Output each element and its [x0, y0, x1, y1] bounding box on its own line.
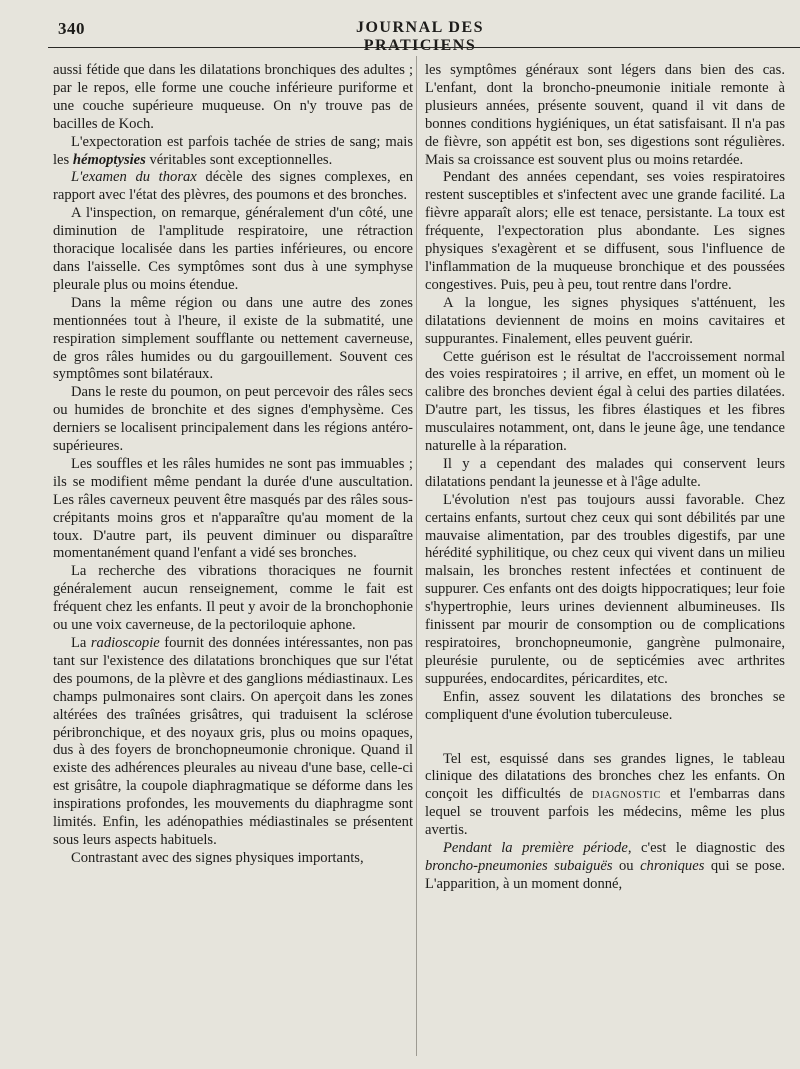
emphasis: chroniques: [640, 857, 705, 874]
text-run: qui se pose. L'apparition, à un moment donné,: [425, 857, 786, 892]
paragraph: [53, 169, 413, 205]
paragraph: A l'inspection, on remarque, généralement d'un côté, une diminution de l'amplitude respiratoire, une rétraction thoracique localisée dans les parties inférieures, ou encore dans l'aisselle. Ces symptômes sont dus à une symphyse pleurale plus ou moins étendue.: [53, 205, 413, 293]
paragraph: Il y a cependant des malades qui conservent leurs dilatations pendant la jeunesse et à l'âge adulte.: [425, 455, 785, 490]
paragraph: Pendant des années cependant, ses voies respiratoires restent susceptibles et s'infectent avec une grande facilité. La fièvre apparaît alors; elle est tenace, persistante. La toux est fréquente, l'expectoration plus abondante. Les signes physiques s'exagèrent et se diffusent, sous l'influence de l'inflammation de la muqueuse bronchique et des poussées congestives. Puis, peu à peu, tout rentre dans l'ordre.: [425, 169, 785, 293]
small-caps-term: diagnostic: [592, 786, 662, 803]
paragraph: Dans le reste du poumon, on peut percevoir des râles secs ou humides de bronchite et des signes d'emphysème. Ces derniers se localisent principalement dans les régions antéro-supérieures.: [53, 384, 413, 455]
paragraph: [425, 751, 785, 841]
column-divider: [416, 56, 417, 1056]
paragraph: [425, 840, 785, 894]
emphasis: hémoptysies: [72, 151, 146, 168]
text-run: , c'est le diagnostic des: [627, 840, 785, 857]
running-title: JOURNAL DES PRATICIENS: [355, 19, 485, 54]
text-run: La: [71, 635, 91, 651]
text-run: décèle des signes complexes, en rapport avec l'état des plèvres, des poumons et des bronches.: [53, 169, 413, 204]
right-column: [425, 62, 785, 894]
emphasis: radioscopie: [90, 635, 160, 651]
paragraph: les symptômes généraux sont légers dans bien des cas. L'enfant, dont la broncho-pneumonie initiale remonte à plusieurs années, présente souvent, quand il vit dans de bonnes conditions hygiéniques, un état satisfaisant. Il n'a pas de fièvre, son appétit est bon, ses digestions sont régulières. Mais sa croissance est souvent plus ou moins retardée.: [425, 62, 785, 168]
text-run: et l'embarras dans lequel se trouvent parfois les médecins, même les plus avertis.: [425, 786, 785, 839]
paragraph: Les souffles et les râles humides ne sont pas immuables ; ils se modifient même pendant la durée d'une auscultation. Les râles caverneux peuvent être masqués par des râles sous-crépitants moins gros et n'apparaître qu'au moment de la toux. D'autre part, ils peuvent diminuer ou disparaître momentanément quand l'enfant a vidé ses bronches.: [53, 455, 413, 562]
emphasis: Pendant la première période: [443, 840, 628, 857]
text-run: L'expectoration est parfois tachée de stries de sang; mais les: [53, 133, 413, 168]
paragraph: L'évolution n'est pas toujours aussi favorable. Chez certains enfants, surtout chez ceux qui sont débilités par une mauvaise alimentation, par des troubles digestifs, par une hérédité syphilitique, ou chez ceux qui vivent dans un milieu malsain, les bronches restent infectées et continuent de suppurer. Ces enfants ont des doigts hippocratiques; leur foie s'hypertrophie, leurs urines deviennent albumineuses. Ils finissent par mourir de consomption ou de complications respiratoires, bronchopneumonie, gangrène pulmonaire, pleurésie purulente, ou de septicémies avec arthrites suppurées, endocardites, péricardites, etc.: [425, 491, 785, 687]
paragraph: [53, 134, 413, 170]
paragraph: Cette guérison est le résultat de l'accroissement normal des voies respiratoires ; il arrive, en effet, un moment où le calibre des bronches devient égal à celui des parties dilatées. D'autre part, les tissus, les fibres élastiques et les fibres musculaires notamment, ont, dans le jeune âge, une tendance naturelle à la réparation.: [425, 348, 785, 455]
paragraph: La recherche des vibrations thoraciques ne fournit généralement aucun renseignement, comme le fait est fréquent chez les enfants. Il peut y avoir de la bronchophonie ou une voix caverneuse, de la pectoriloquie aphone.: [53, 563, 413, 634]
paragraph: aussi fétide que dans les dilatations bronchiques des adultes ; par le repos, elle forme une couche inférieure puriforme et une couche supérieure muqueuse. On n'y trouve pas de bacilles de Koch.: [53, 62, 413, 132]
paragraph: Dans la même région ou dans une autre des zones mentionnées tout à l'heure, il existe de la submatité, une respiration simplement soufflante ou nettement caverneuse, de gros râles humides ou du gargouillement. Souvent ces symptômes sont bilatéraux.: [53, 294, 413, 383]
text-run: ou: [612, 857, 641, 874]
paragraph: Contrastant avec des signes physiques importants,: [71, 849, 364, 866]
paragraph: [53, 635, 413, 850]
emphasis: L'examen du thorax: [71, 169, 197, 186]
header-rule: [48, 47, 800, 48]
page-number: 340: [58, 19, 85, 38]
page-header: [0, 0, 800, 56]
text-run: fournit des données intéressantes, non pas tant sur l'existence des dilatations bronchiques que sur l'état des poumons, de la plèvre et des ganglions médiastinaux. Les champs pulmonaires sont clairs. On aperçoit dans les zones altérées des traînées grisâtres, qui traduisent la sclérose péribronchique, et des noyaux gris, plus ou moins opaques, dus à des foyers de bronchopneumonie chronique. Quand il existe des adhérences pleurales au niveau d'une base, celle-ci est grisâtre, la coupole diaphragmatique se déforme dans les inspirations profondes, les mouvements du diaphragme sont limités. Enfin, les adénopathies médiastinales se présentent sous leurs aspects habituels.: [53, 635, 413, 848]
left-column: [53, 62, 413, 868]
text-run: Tel est, esquissé dans ses grandes lignes, le tableau clinique des dilatations des bronches chez les enfants. On conçoit les difficultés de: [425, 750, 785, 803]
paragraph: Enfin, assez souvent les dilatations des bronches se compliquent d'une évolution tuberculeuse.: [425, 688, 785, 723]
paragraph: A la longue, les signes physiques s'atténuent, les dilatations deviennent de moins en moins cavitaires et suppurantes. Finalement, elles peuvent guérir.: [425, 294, 785, 347]
emphasis: broncho-pneumonies subaiguës: [425, 857, 613, 874]
text-run: véritables sont exceptionnelles.: [145, 151, 333, 168]
